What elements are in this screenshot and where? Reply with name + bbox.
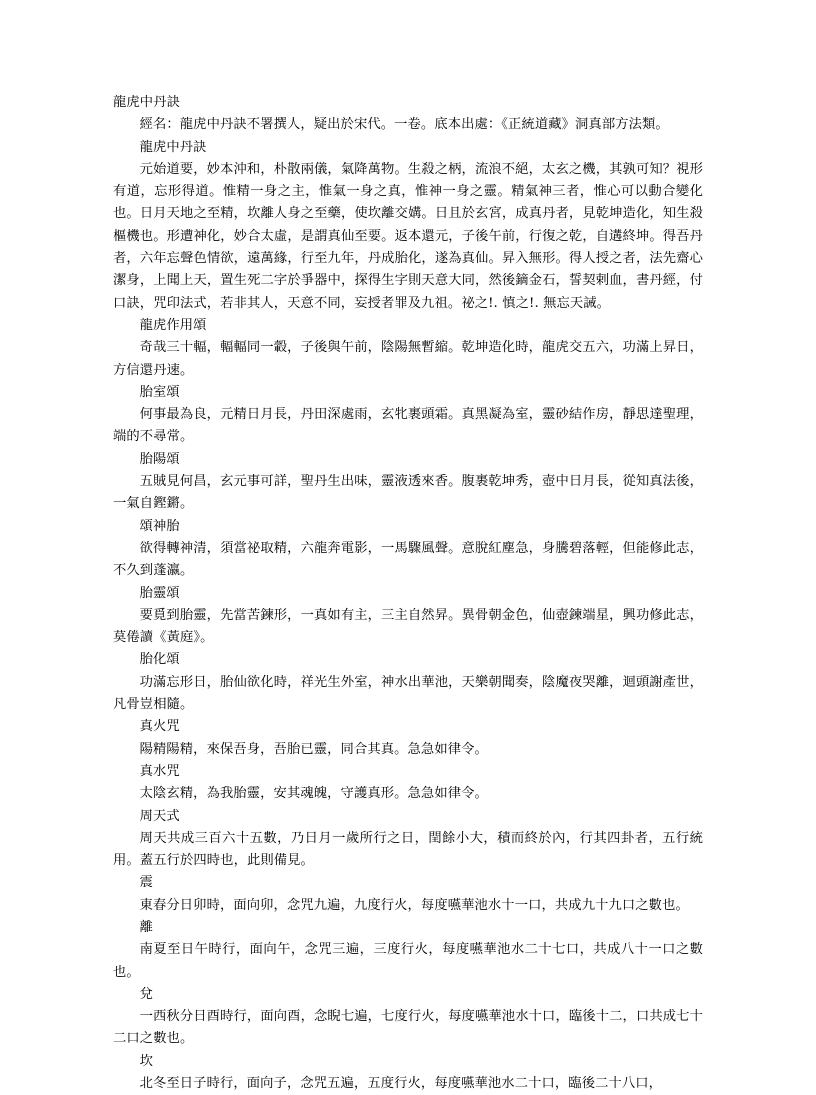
incantation-zhenshui: 太陰玄精，為我胎靈，安其魂魄，守護真形。急急如律令。	[139, 786, 488, 802]
body-trigram-kan: 北冬至日子時行，面向子，念咒五遍，五度行火，每度嚥華池水二十口，臨後二十八口，	[139, 1076, 663, 1092]
verse-taishi: 何事最為良，元精日月長，丹田深處雨，玄牝裹頭霜。真黑凝為室，靈砂結作房，靜思達聖理，端的不尋常。	[113, 407, 703, 445]
verse-shentai: 欲得轉神清，須當祕取精，六龍奔電影，一馬驟風聲。意脫紅塵急，身騰碧落輕，但能修此志，不久到蓬瀛。	[113, 540, 703, 579]
section-heading-trigram-kan: 坎	[139, 1053, 153, 1069]
section-heading-taishi-song: 胎室頌	[139, 384, 180, 400]
section-heading-song-shentai: 頌神胎	[139, 518, 180, 534]
section-heading-trigram-li: 離	[139, 919, 153, 935]
section-heading-zhenshui-zhou: 真水咒	[139, 763, 180, 779]
section-heading-zhoutian-shi: 周天式	[139, 808, 180, 824]
colophon-paragraph: 經名：龍虎中丹訣不署撰人，疑出於宋代。一卷。底本出處：《正統道藏》洞真部方法類。	[139, 117, 669, 133]
body-trigram-dui: 一西秋分日酉時行，面向酉，念睨七遍，七度行火，每度嚥華池水十口，臨後十二，口共成七十二口之數也。	[113, 1009, 703, 1047]
body-trigram-li: 南夏至日午時行，面向午，念咒三遍，三度行火，每度嚥華池水二十七口，共成八十一口之數也。	[113, 942, 703, 980]
document-title: 龍虎中丹訣	[113, 95, 180, 110]
main-body-paragraph: 元始道要，妙本沖和，朴散兩儀，氣降萬物。生殺之柄，流浪不絕，太玄之機，其孰可知？視形有道，忘形得道。惟精一身之主，惟氣一身之真，惟神一身之靈。精氣神三者，惟心可以動合變化也。日月天地之至精，坎離人身之至藥，使坎離交媾。日且於玄宮，成真丹者，見乾坤造化，知生殺樞機也。形遭神化，妙合太虛，是謂真仙至要。返本還元，子後午前，行復之乾，自遘終坤。得吾丹者，六年忘聲色情欲，遠萬緣，行至九年，丹成胎化，遂為真仙。昇入無形。得人授之者，法先齋心潔身，上聞上天，置生死二字於爭器中，探得生字則天意大同，然後鏑金石，誓契剌血，書丹經，付口訣，咒印法式，若非其人，天意不同，妄授者罪及九祖。祕之!. 慎之!. 無忘天誡。	[113, 161, 703, 311]
document-body	[113, 92, 703, 1095]
verse-tailing: 要覓到胎靈，先當苦鍊形，一真如有主，三主自然昇。異骨朝金色，仙壺鍊端星，興功修此志，莫倦讀《黃庭》。	[113, 607, 703, 646]
section-heading-zhenhuo-zhou: 真火咒	[139, 719, 180, 735]
incantation-zhenhuo: 陽精陽精，來保吾身，吾胎已靈，同合其真。急急如律令。	[139, 741, 488, 757]
section-heading-trigram-dui: 兌	[139, 986, 153, 1002]
verse-taihua: 功滿忘形日，胎仙欲化時，祥光生外室，神水出華池，天樂朝聞奏，陰魔夜哭離，迴頭謝產世，凡骨豈相隨。	[113, 674, 703, 713]
verse-longhu-zuoyong: 奇哉三十輻，輻輻同一轂，子後與午前，陰陽無暫縮。乾坤造化時，龍虎交五六，功滿上昇日，方信還丹速。	[113, 340, 703, 378]
section-heading-taiyang-song: 胎陽頌	[139, 451, 180, 467]
body-zhoutian-shi: 周天共成三百六十五數，乃日月一歲所行之日，閏餘小大，積而終於內，行其四卦者，五行統用。蓋五行於四時也，此則備見。	[113, 830, 703, 869]
section-heading-trigram-zhen: 震	[139, 875, 153, 891]
verse-taiyang: 五賊見何昌，玄元事可詳，聖丹生出味，靈液透來香。腹裹乾坤秀，壺中日月長，從知真法後，一氣自鏗鏘。	[113, 474, 703, 512]
section-heading-tailing-song: 胎靈頌	[139, 585, 180, 601]
body-trigram-zhen: 東春分日卯時，面向卯，念咒九遍，九度行火，每度嚥華池水十一口，共成九十九口之數也。	[139, 897, 689, 913]
section-heading-taihua-song: 胎化頌	[139, 652, 180, 668]
section-heading-longhu-zhongdanjue: 龍虎中丹訣	[139, 139, 207, 155]
section-heading-longhu-zuoyong-song: 龍虎作用頌	[139, 317, 207, 333]
